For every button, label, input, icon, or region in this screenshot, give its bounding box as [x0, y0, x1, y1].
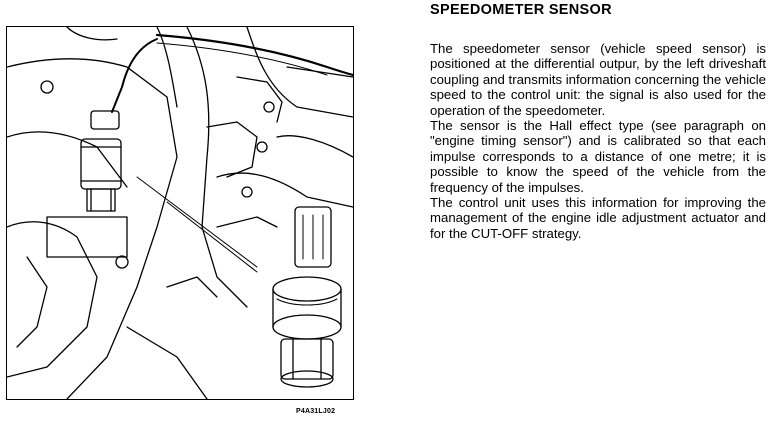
- illustration-drawing: [7, 27, 353, 399]
- paragraph: The speedometer sensor (vehicle speed sensor) is positioned at the differential outpur, by the left driveshaft coupling and transmits information concerning the vehicle speed to the control unit: the signal is also used for the operation of the speedometer.: [430, 41, 766, 118]
- section-body: [430, 41, 766, 241]
- paragraph: The sensor is the Hall effect type (see paragraph on "engine timing sensor") and is calibrated so that each impulse corresponds to a distance of one metre; it is possible to know the speed of the vehicle from the frequency of the impulses.: [430, 118, 766, 195]
- figure-code: P4A31LJ02: [296, 408, 336, 415]
- paragraph: The control unit uses this information for improving the management of the engine idle adjustment actuator and for the CUT-OFF strategy.: [430, 195, 766, 241]
- section-title: SPEEDOMETER SENSOR: [430, 2, 612, 18]
- technical-illustration: [6, 26, 354, 400]
